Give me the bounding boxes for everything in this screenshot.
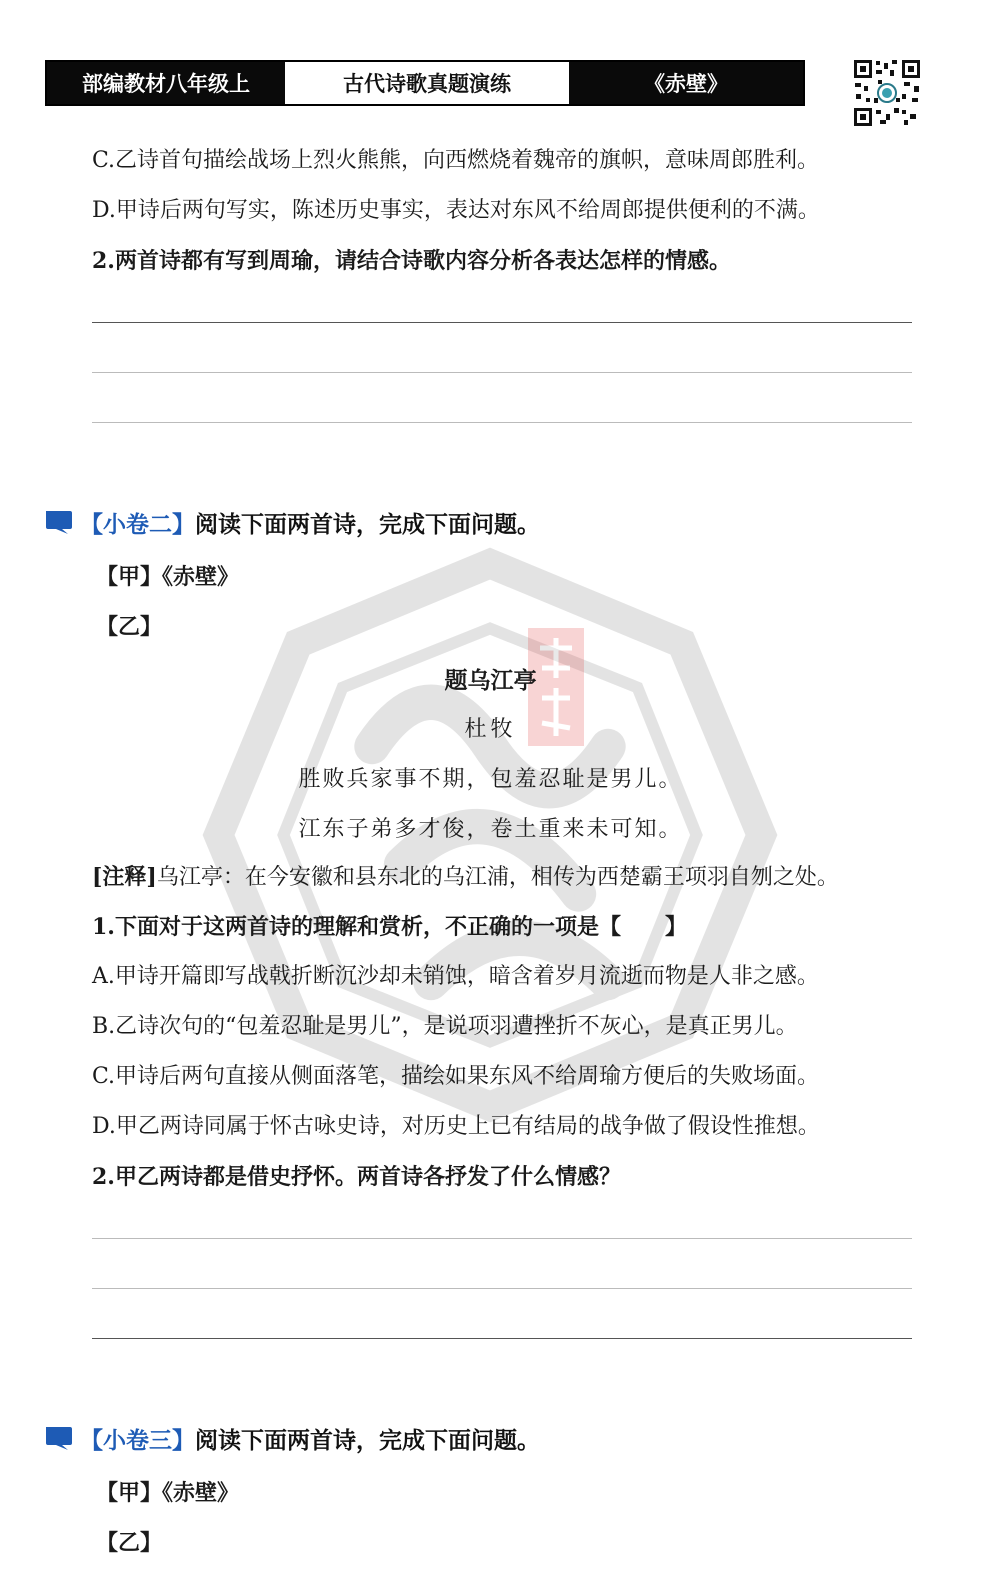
poem-jia-label: 【甲】《赤壁》 (96, 564, 240, 590)
answer-line (92, 372, 912, 373)
section-2-label: 【小卷二】 (80, 510, 195, 538)
document-header (45, 60, 805, 106)
answer-line (92, 422, 912, 423)
question-2-part1: 2.两首诗都有写到周瑜，请结合诗歌内容分析各表达怎样的情感。 (92, 248, 731, 274)
option-c-part1: C.乙诗首句描绘战场上烈火熊熊，向西燃烧着魏帝的旗帜，意味周郎胜利。 (92, 148, 820, 173)
option-b-section2: B.乙诗次句的“包羞忍耻是男儿”，是说项羽遭挫折不灰心，是真正男儿。 (92, 1014, 798, 1039)
poem-yi-label: 【乙】 (96, 614, 163, 640)
answer-line (92, 322, 912, 323)
section-flag-icon (44, 1425, 74, 1451)
section-2-instruction: 阅读下面两首诗，完成下面问题。 (195, 510, 540, 538)
section-3-header (44, 1421, 540, 1455)
answer-line (92, 1338, 912, 1339)
header-grade: 部编教材八年级上 (47, 62, 285, 104)
note-text: 乌江亭：在今安徽和县东北的乌江浦，相传为西楚霸王项羽自刎之处。 (156, 865, 839, 890)
option-d-section2: D.甲乙两诗同属于怀古咏史诗，对历史上已有结局的战争做了假设性推想。 (92, 1114, 820, 1139)
poem-author: 杜牧 (464, 717, 517, 742)
section-3-instruction: 阅读下面两首诗，完成下面问题。 (195, 1426, 540, 1454)
question-1-section2: 1.下面对于这两首诗的理解和赏析，不正确的一项是【 】 (92, 914, 687, 940)
section-3-label: 【小卷三】 (80, 1426, 195, 1454)
header-topic: 古代诗歌真题演练 (285, 62, 569, 104)
qr-code-icon (852, 58, 922, 128)
poem-note (92, 862, 839, 893)
note-label: [注释] (92, 864, 157, 890)
section-flag-icon (44, 509, 74, 535)
answer-line (92, 1238, 912, 1239)
option-d-part1: D.甲诗后两句写实，陈述历史事实，表达对东风不给周郎提供便利的不满。 (92, 198, 820, 223)
question-2-section2: 2.甲乙两诗都是借史抒怀。两首诗各抒发了什么情感？ (92, 1164, 621, 1190)
option-a-section2: A.甲诗开篇即写战戟折断沉沙却未销蚀，暗含着岁月流逝而物是人非之感。 (92, 964, 819, 989)
poem-line-2: 江东子弟多才俊，卷土重来未可知。 (298, 817, 683, 842)
poem-line-1: 胜败兵家事不期，包羞忍耻是男儿。 (298, 767, 683, 792)
section-2-header (44, 505, 540, 539)
poem-jia-label-3: 【甲】《赤壁》 (96, 1480, 240, 1506)
option-c-section2: C.甲诗后两句直接从侧面落笔，描绘如果东风不给周瑜方便后的失败场面。 (92, 1064, 820, 1089)
answer-line (92, 1288, 912, 1289)
header-poem: 《赤壁》 (569, 62, 803, 104)
poem-title: 题乌江亭 (444, 667, 537, 694)
poem-yi-label-3: 【乙】 (96, 1530, 163, 1556)
